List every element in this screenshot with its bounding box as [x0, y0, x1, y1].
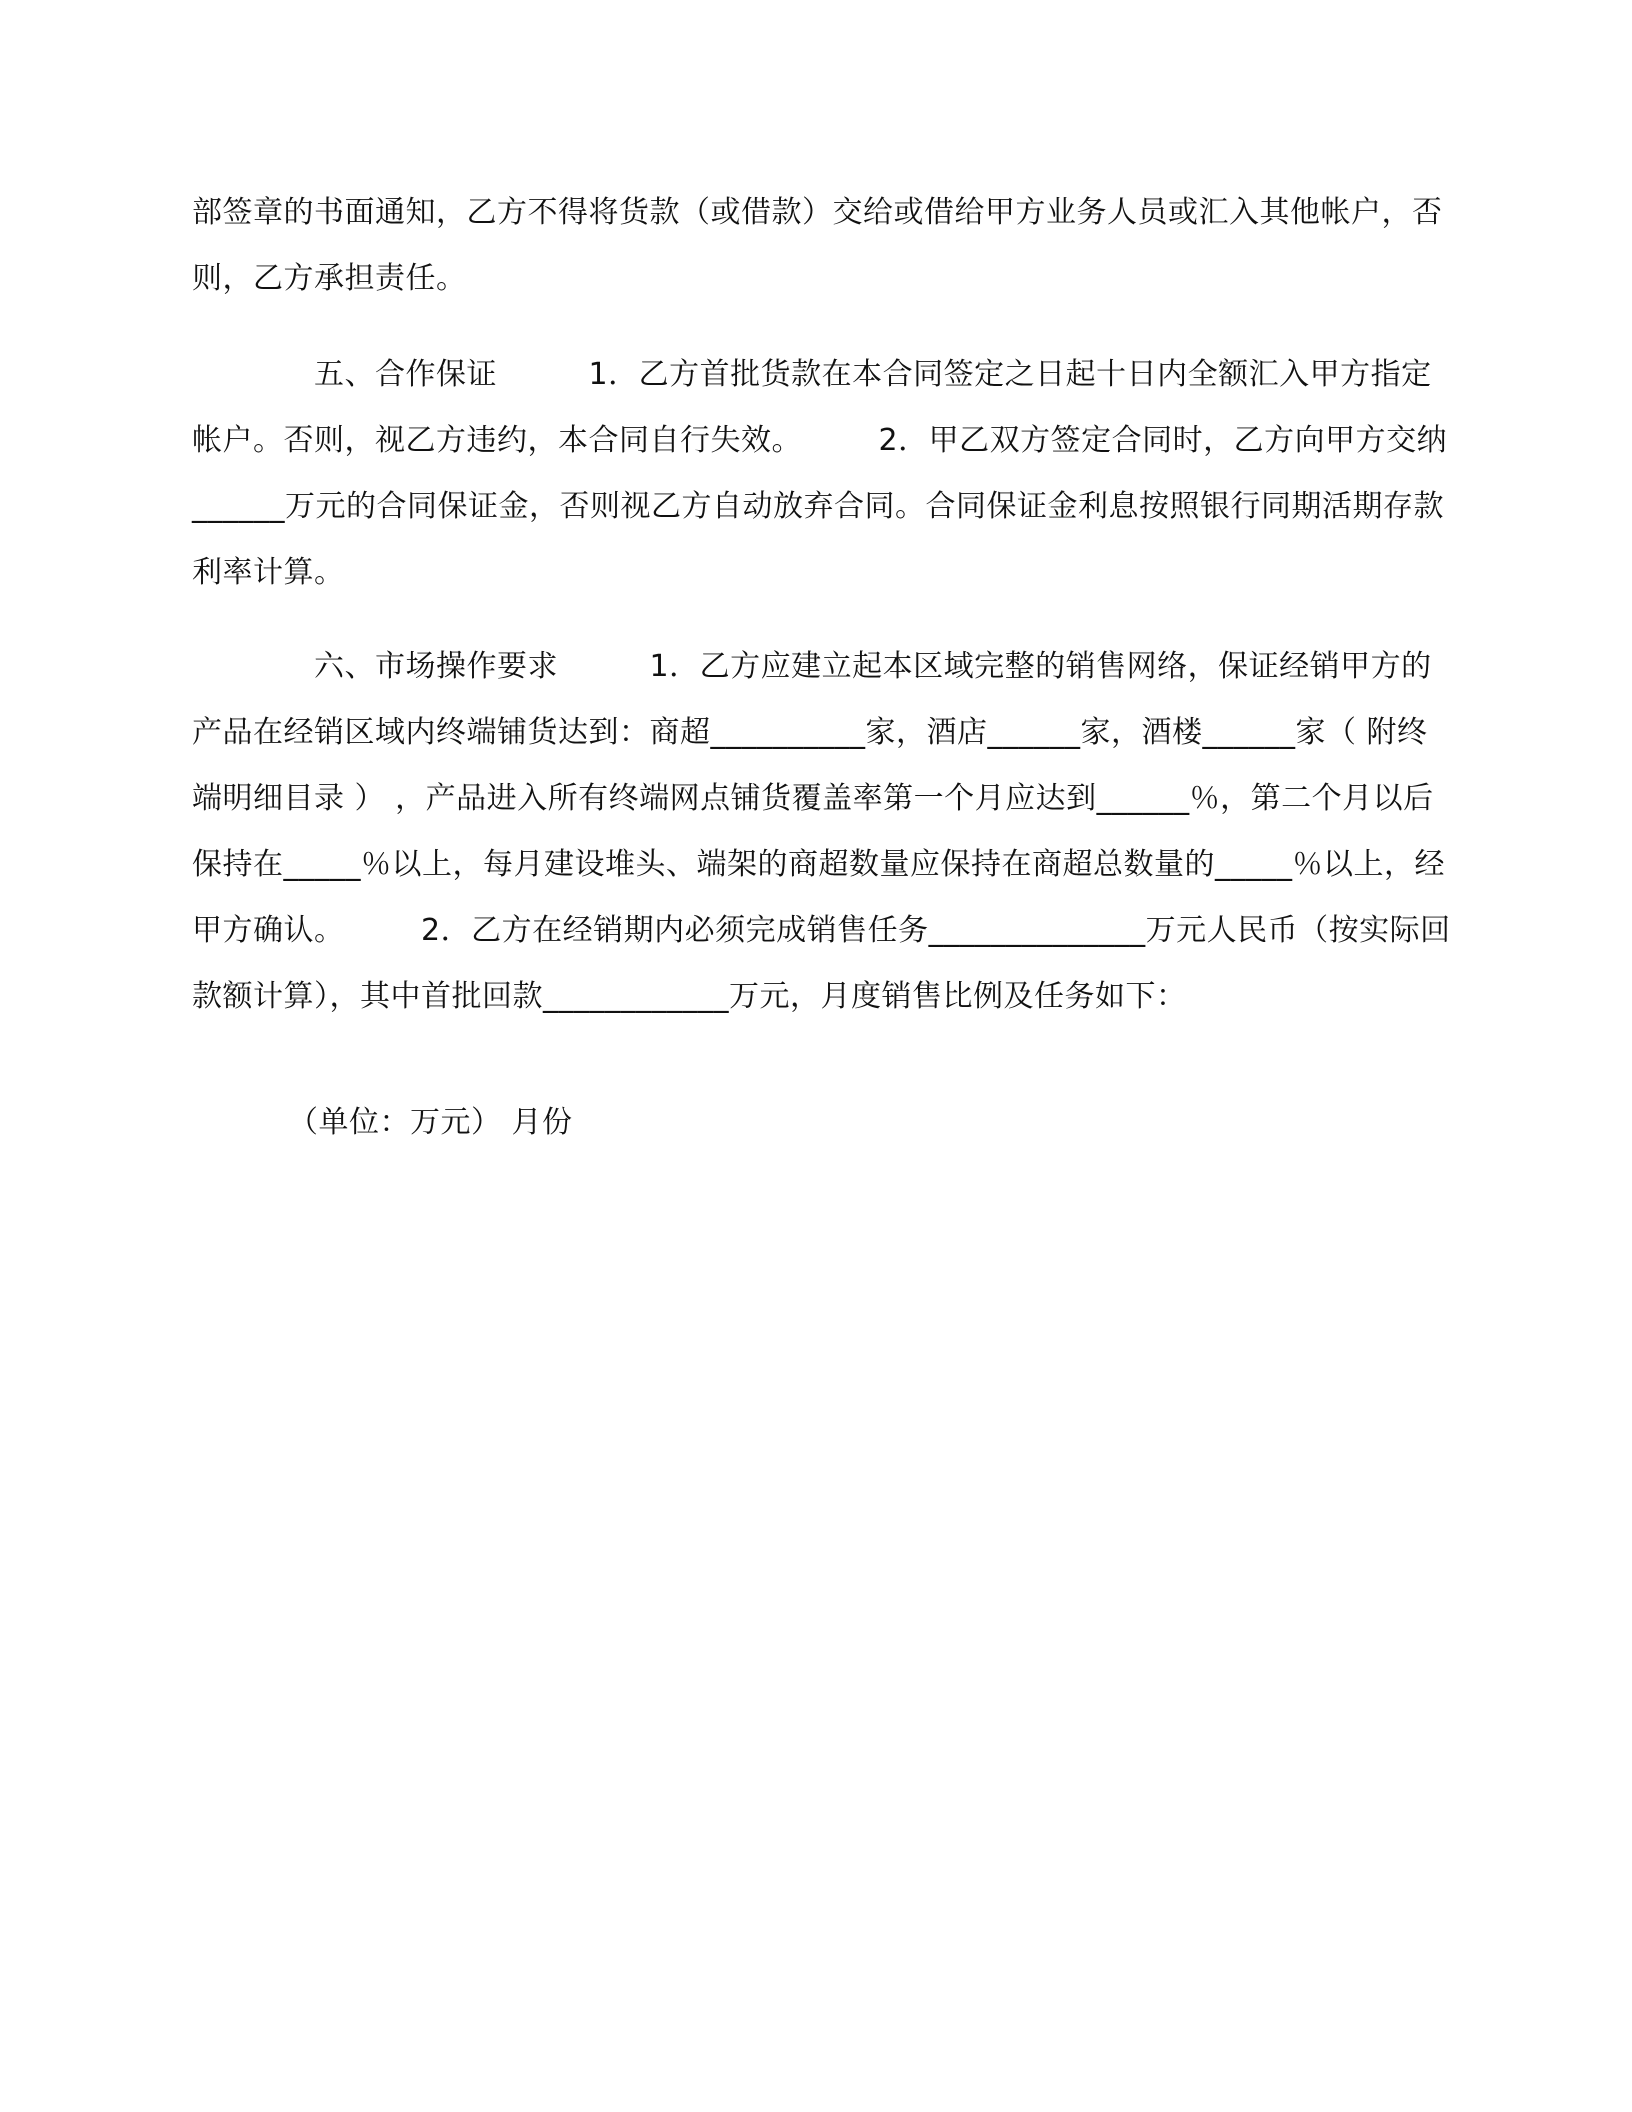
paragraph-cooperation-guarantee: 五、合作保证 1．乙方首批货款在本合同签定之日起十日内全额汇入甲方指定帐户。否则，视乙方违约，本合同自行失效。 2．甲乙双方签定合同时，乙方向甲方交纳______万元的合同保证金，否则视乙方自动放弃合同。合同保证金利息按照银行同期活期存款利率计算。 — [192, 357, 1448, 590]
paragraph-market-operation: 六、市场操作要求 1．乙方应建立起本区域完整的销售网络，保证经销甲方的产品在经销区域内终端铺货达到：商超__________家，酒店______家，酒楼______家（ 附终端明细目录 ） ，产品进入所有终端网点铺货覆盖率第一个月应达到______％，第二个月以后保持在_____％以上，每月建设堆头、端架的商超数量应保持在商超总数量的_____％以上，经甲方确认。 2．乙方在经销期内必须完成销售任务______________万元人民币（按实际回款额计算），其中首批回款____________万元，月度销售比例及任务如下： — [192, 649, 1451, 1014]
table-caption-unit: （单位：万元） 月份 — [288, 1105, 573, 1140]
paragraph-notice-clause: 部签章的书面通知，乙方不得将货款（或借款）交给或借给甲方业务人员或汇入其他帐户，否则，乙方承担责任。 — [192, 195, 1443, 296]
